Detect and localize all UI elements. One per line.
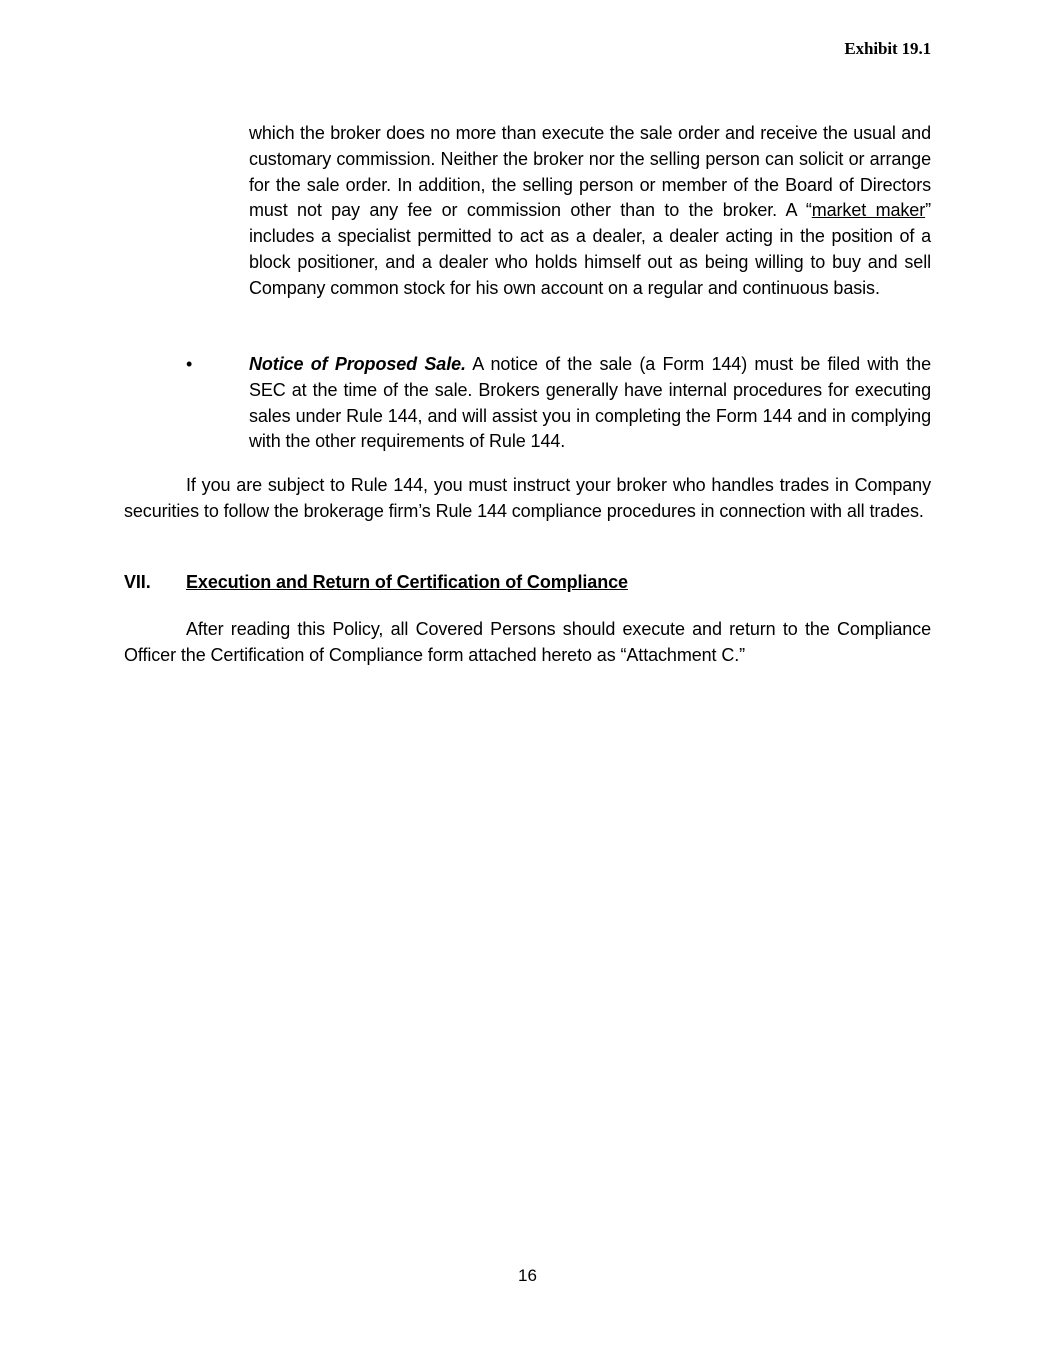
- bullet-icon: •: [186, 354, 193, 374]
- market-maker-term: market maker: [811, 200, 926, 221]
- page-number: 16: [518, 1266, 537, 1285]
- bullet-body-text: A notice of the sale (a Form 144) must be filed with the SEC at the time of the sale. Brokers generally have internal procedures for executing sales under Rule 144, and will assist you in completing the Form 144 and in complying with the other requirements of Rule 144.: [249, 354, 931, 452]
- exhibit-label: Exhibit 19.1: [844, 39, 931, 58]
- section-title: Execution and Return of Certification of Compliance: [186, 572, 628, 592]
- continuation-text-after: ” includes a specialist permitted to act as a dealer, a dealer acting in the position of a block positioner, and a dealer who holds himself out as being willing to buy and sell Company common stock for his own account on a regular and continuous basis.: [249, 200, 931, 298]
- bullet-lead: Notice of Proposed Sale.: [249, 354, 466, 374]
- section-number: VII.: [124, 572, 151, 592]
- rule144-paragraph: If you are subject to Rule 144, you must instruct your broker who handles trades in Company securities to follow the brokerage firm’s Rule 144 compliance procedures in connection with all trades.: [124, 475, 931, 521]
- section-heading: [124, 570, 931, 596]
- bullet-paragraph: [249, 352, 931, 455]
- continuation-text-before: which the broker does no more than execute the sale order and receive the usual and customary commission. Neither the broker nor the selling person can solicit or arrange for the sale order. In addition, the selling person or member of the Board of Directors must not pay any fee or commission other than to the broker. A “: [249, 123, 931, 221]
- closing-paragraph: After reading this Policy, all Covered Persons should execute and return to the Compliance Officer the Certification of Compliance form attached hereto as “Attachment C.”: [124, 619, 931, 665]
- continuation-paragraph: [249, 121, 931, 302]
- bullet-item: [186, 352, 931, 455]
